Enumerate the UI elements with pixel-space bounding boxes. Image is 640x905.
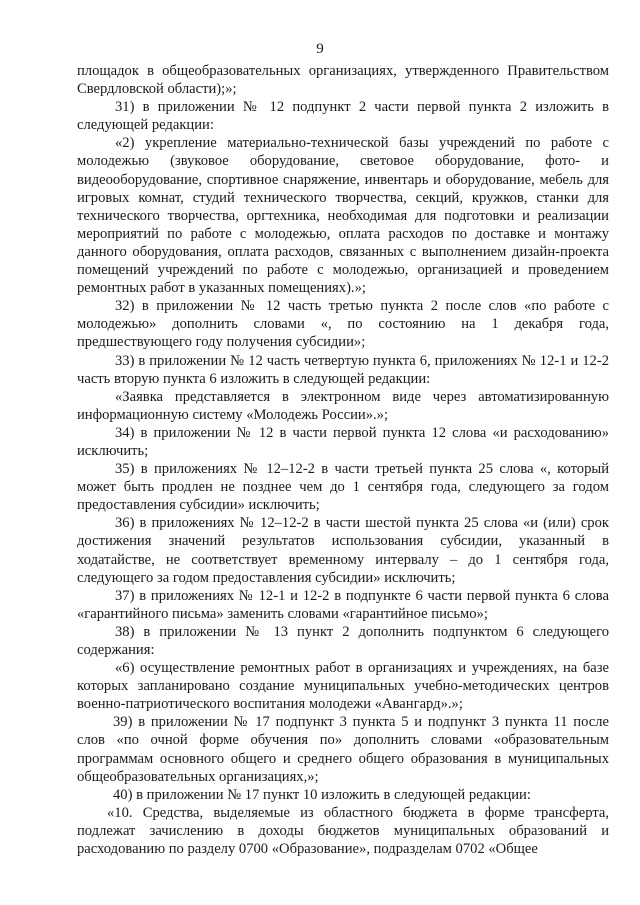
paragraph-item-33: 33) в приложении № 12 часть четвертую пункта 6, приложениях № 12-1 и 12-2 часть вторую пункта 6 изложить в следующей редакции: — [77, 352, 609, 387]
paragraph-item-31-quote: «2) укрепление материально-технической базы учреждений по работе с молодежью (звуковое оборудование, световое оборудование, фото- и видеооборудование, спортивное снаряжение, инвентарь и оборудование, мебель для игровых комнат, студий технического творчества, секций, кружков, станки для технического творчества, оргтехника, необходимая для подготовки и реализации мероприятий по работе с молодежью, оплата расходов по доставке и монтажу данного оборудования, оплата расходов, связанных с выполнением дизайн-проекта помещений учреждений по работе с молодежью, организацией и проведением ремонтных работ в указанных помещениях).»; — [77, 135, 609, 297]
paragraph-item-40-quote: «10. Средства, выделяемые из областного бюджета в форме трансферта, подлежат зачислению в доходы бюджетов муниципальных образований и расходованию по разделу 0700 «Образование», подразделам 0702 «Общее — [77, 804, 609, 858]
paragraph-item-33-quote: «Заявка представляется в электронном виде через автоматизированную информационную систему «Молодежь России».»; — [77, 388, 609, 423]
paragraph-item-40: 40) в приложении № 17 пункт 10 изложить в следующей редакции: — [113, 786, 531, 803]
paragraph-item-38: 38) в приложении № 13 пункт 2 дополнить подпунктом 6 следующего содержания: — [77, 623, 609, 658]
document-body — [77, 62, 609, 858]
paragraph-item-36: 36) в приложениях № 12–12-2 в части шестой пункта 25 слова «и (или) срок достижения значений результатов использования субсидии, указанный в ходатайстве, не соответствует временному интервалу – до 1 сентября года, следующего за годом предоставления субсидии» исключить; — [77, 515, 609, 586]
paragraph-item-34: 34) в приложении № 12 в части первой пункта 12 слова «и расходованию» исключить; — [77, 424, 609, 459]
paragraph-item-39: 39) в приложении № 17 подпункт 3 пункта 5 и подпункт 3 пункта 11 после слов «по очной форме обучения по» дополнить словами «образовательным программам основного общего и среднего общего образования в муниципальных общеобразовательных организациях,»; — [77, 714, 609, 785]
paragraph-item-38-quote: «6) осуществление ремонтных работ в организациях и учреждениях, на базе которых запланировано создание муниципальных учебно-методических центров военно-патриотического воспитания молодежи «Авангард».»; — [77, 660, 609, 713]
page-number: 9 — [316, 41, 324, 57]
paragraph-continuation: площадок в общеобразовательных организациях, утвержденного Правительством Свердловской области);»; — [77, 63, 609, 98]
paragraph-item-35: 35) в приложениях № 12–12-2 в части третьей пункта 25 слова «, который может быть продлен не позднее чем до 1 сентября года, следующего за годом предоставления субсидии» исключить; — [77, 461, 609, 514]
paragraph-item-32: 32) в приложении № 12 часть третью пункта 2 после слов «по работе с молодежью» дополнить словами «, по состоянию на 1 декабря года, предшествующего году получения субсидии»; — [77, 298, 609, 351]
paragraph-item-31: 31) в приложении № 12 подпункт 2 части первой пункта 2 изложить в следующей редакции: — [77, 99, 609, 134]
paragraph-item-37: 37) в приложениях № 12-1 и 12-2 в подпункте 6 части первой пункта 6 слова «гарантийного письма» заменить словами «гарантийное письмо»; — [77, 587, 609, 622]
